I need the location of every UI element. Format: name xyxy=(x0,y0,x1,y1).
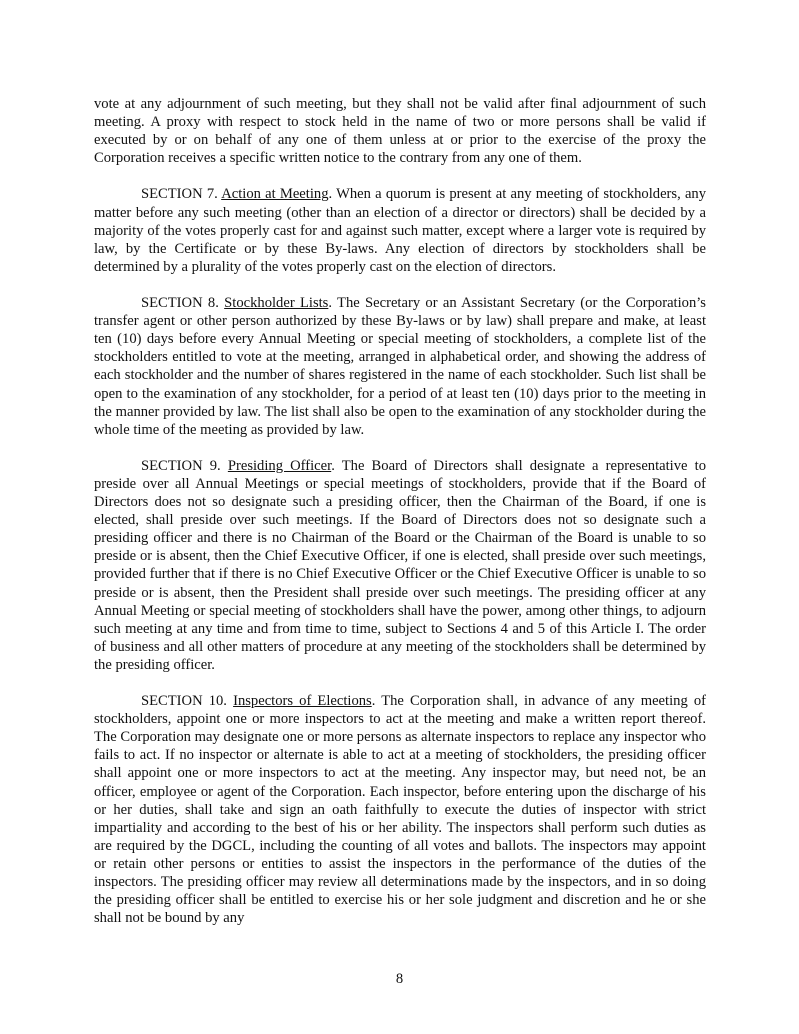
section-7-label: SECTION 7. xyxy=(141,186,218,203)
page-number: 8 xyxy=(395,971,404,987)
section-10-paragraph xyxy=(94,692,706,927)
section-9-label: SECTION 9. xyxy=(141,457,221,474)
section-9-paragraph xyxy=(94,457,706,674)
section-9-body: . The Board of Directors shall designate a representative to preside over all Annual Meetings or special meetings of stockholders, provide that if the Board of Directors does not so designate such a presiding officer, then the Chairman of the Board, if one is elected, shall preside over such meetings. If the Board of Directors does not so designate such a presiding officer and there is no Chairman of the Board or the Chairman of the Board is unable to so preside or is absent, then the Chief Executive Officer, if one is elected, shall preside over such meetings, provided further that if there is no Chief Executive Officer or the Chief Executive Officer is unable to so preside or is absent, then the President shall preside over such meetings. The presiding officer at any Annual Meeting or special meeting of stockholders shall have the power, among other things, to adjourn such meeting at any time and from time to time, subject to Sections 4 and 5 of this Article I. The order of business and all other matters of procedure at any meeting of the stockholders shall be determined by the presiding officer. xyxy=(94,457,707,673)
section-10-heading: Inspectors of Elections xyxy=(233,693,372,710)
section-8-heading: Stockholder Lists xyxy=(224,295,329,312)
section-10-label: SECTION 10. xyxy=(141,693,227,710)
section-7-body: . When a quorum is present at any meeting of stockholders, any matter before any such meeting (other than an election of a director or directors) shall be decided by a majority of the votes properly cast for and against such matter, except where a larger vote is required by law, by the Certificate or by these By-laws. Any election of directors by stockholders shall be determined by a plurality of the votes properly cast on the election of directors. xyxy=(94,186,707,275)
section-7-heading: Action at Meeting xyxy=(221,186,329,203)
document-page xyxy=(94,95,706,945)
section-8-label: SECTION 8. xyxy=(141,295,219,312)
section-7-paragraph xyxy=(94,185,706,275)
section-8-body: . The Secretary or an Assistant Secretary (or the Corporation’s transfer agent or other person authorized by these By-laws or by law) shall prepare and make, at least ten (10) days before every Annual Meeting or special meeting of stockholders, a complete list of the stockholders entitled to vote at the meeting, arranged in alphabetical order, and showing the address of each stockholder and the number of shares registered in the name of each stockholder. Such list shall be open to the examination of any stockholder, for a period of at least ten (10) days prior to the meeting in the manner provided by law. The list shall also be open to the examination of any stockholder during the whole time of the meeting as provided by law. xyxy=(94,295,706,438)
section-9-heading: Presiding Officer xyxy=(227,457,332,474)
section-8-paragraph xyxy=(94,294,706,439)
section-10-body: . The Corporation shall, in advance of any meeting of stockholders, appoint one or more inspectors to act at the meeting and make a written report thereof. The Corporation may designate one or more persons as alternate inspectors to replace any inspector who fails to act. If no inspector or alternate is able to act at a meeting of stockholders, the presiding officer shall appoint one or more inspectors to act at the meeting. Any inspector may, but need not, be an officer, employee or agent of the Corporation. Each inspector, before entering upon the discharge of his or her duties, shall take and sign an oath faithfully to execute the duties of inspector with strict impartiality and according to the best of his or her ability. The inspectors shall perform such duties as are required by the DGCL, including the counting of all votes and ballots. The inspectors may appoint or retain other persons or entities to assist the inspectors in the performance of the duties of the inspectors. The presiding officer may review all determinations made by the inspectors, and in so doing the presiding officer shall be entitled to exercise his or her sole judgment and discretion and he or she shall not be bound by any xyxy=(94,693,706,927)
continuation-paragraph: vote at any adjournment of such meeting, but they shall not be valid after final adjournment of such meeting. A proxy with respect to stock held in the name of two or more persons shall be valid if executed by or on behalf of any one of them unless at or prior to the exercise of the proxy the Corporation receives a specific written notice to the contrary from any one of them. xyxy=(94,96,706,167)
